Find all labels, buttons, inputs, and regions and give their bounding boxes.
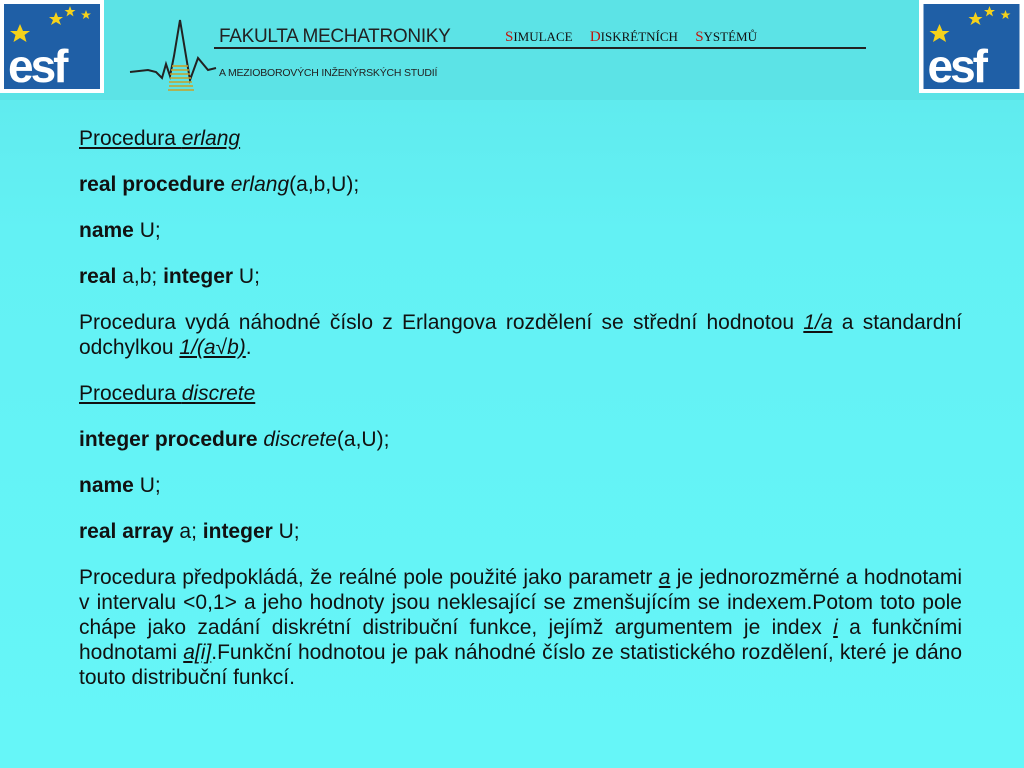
heading-discrete-prefix: Procedura bbox=[79, 382, 182, 405]
faculty-emblem-icon bbox=[128, 10, 868, 95]
discrete-name-keyword: name bbox=[79, 474, 134, 497]
discrete-declaration bbox=[79, 427, 962, 452]
erlang-declaration bbox=[79, 172, 962, 197]
discrete-decl-args: (a,U); bbox=[336, 428, 390, 451]
discrete-types-line bbox=[79, 519, 962, 544]
erlang-name-value: U; bbox=[133, 219, 161, 242]
heading-erlang-prefix: Procedura bbox=[79, 127, 182, 150]
erlang-name-line bbox=[79, 218, 962, 243]
erlang-decl-args: (a,b,U); bbox=[289, 173, 360, 196]
discrete-param-a: a bbox=[658, 566, 671, 589]
faculty-title: FAKULTA MECHATRONIKY bbox=[219, 26, 451, 47]
slide-content bbox=[79, 126, 962, 711]
svg-text:esf: esf bbox=[8, 40, 66, 92]
heading-erlang bbox=[79, 126, 962, 151]
erlang-integer-value: U; bbox=[233, 265, 260, 288]
discrete-name-value: U; bbox=[133, 474, 161, 497]
heading-discrete-name: discrete bbox=[181, 382, 256, 405]
erlang-description bbox=[79, 310, 962, 360]
discrete-name-line bbox=[79, 473, 962, 498]
discrete-array-keyword: real array bbox=[79, 520, 174, 543]
course-title-cap-2: D bbox=[589, 29, 601, 45]
discrete-description bbox=[79, 565, 962, 690]
heading-discrete bbox=[79, 381, 962, 406]
course-title-rest-2: ISKRÉTNÍCH bbox=[600, 29, 678, 44]
course-title bbox=[505, 29, 757, 46]
discrete-desc-part-4: .Funkční hodnotou je pak náhodné číslo ze statistického rozdělení, které je dáno touto distribuční funkcí. bbox=[79, 641, 962, 689]
faculty-logo bbox=[128, 10, 868, 95]
esf-logo-icon bbox=[0, 0, 104, 93]
svg-text:esf: esf bbox=[927, 40, 985, 92]
erlang-integer-keyword: integer bbox=[163, 265, 234, 288]
discrete-param-i: i bbox=[833, 616, 838, 639]
discrete-integer-keyword: integer bbox=[202, 520, 273, 543]
course-title-rest-3: YSTÉMŮ bbox=[703, 29, 757, 44]
erlang-mean: 1/a bbox=[803, 311, 833, 334]
erlang-decl-keyword: real procedure bbox=[79, 173, 225, 196]
faculty-subtitle: A MEZIOBOROVÝCH INŽENÝRSKÝCH STUDIÍ bbox=[219, 67, 438, 79]
course-title-cap-1: S bbox=[505, 29, 514, 45]
erlang-real-keyword: real bbox=[79, 265, 117, 288]
esf-logo-left bbox=[0, 0, 104, 93]
erlang-stdev: 1/(a√b) bbox=[179, 336, 246, 359]
erlang-desc-part-3: . bbox=[245, 336, 252, 359]
esf-logo-icon bbox=[919, 0, 1024, 93]
discrete-integer-value: U; bbox=[272, 520, 300, 543]
discrete-param-ai: a[i] bbox=[183, 641, 212, 664]
header bbox=[0, 0, 1024, 100]
erlang-types-line bbox=[79, 264, 962, 289]
course-title-cap-3: S bbox=[695, 29, 704, 45]
discrete-decl-name: discrete bbox=[263, 428, 337, 451]
erlang-desc-part-1: Procedura vydá náhodné číslo z Erlangova rozdělení se střední hodnotou bbox=[79, 311, 804, 334]
erlang-decl-name: erlang bbox=[230, 173, 290, 196]
erlang-real-value: a,b; bbox=[116, 265, 164, 288]
course-title-rest-1: IMULACE bbox=[513, 29, 573, 44]
heading-erlang-name: erlang bbox=[181, 127, 241, 150]
erlang-name-keyword: name bbox=[79, 219, 134, 242]
erlang-desc-part-2: a standardní odchylkou bbox=[79, 311, 962, 359]
esf-logo-right bbox=[919, 0, 1024, 93]
discrete-desc-part-3: a funkčními hodnotami bbox=[79, 616, 962, 664]
discrete-array-value: a; bbox=[173, 520, 203, 543]
discrete-desc-part-1: Procedura předpokládá, že reálné pole použité jako parametr bbox=[79, 566, 659, 589]
discrete-desc-part-2: je jednorozměrné a hodnotami v intervalu <0,1> a jeho hodnoty jsou neklesající se zmenšujícím se indexem.Potom toto pole chápe jako zadání diskrétní distribuční funkce, jejímž argumentem je index bbox=[79, 566, 962, 639]
discrete-decl-keyword: integer procedure bbox=[79, 428, 258, 451]
